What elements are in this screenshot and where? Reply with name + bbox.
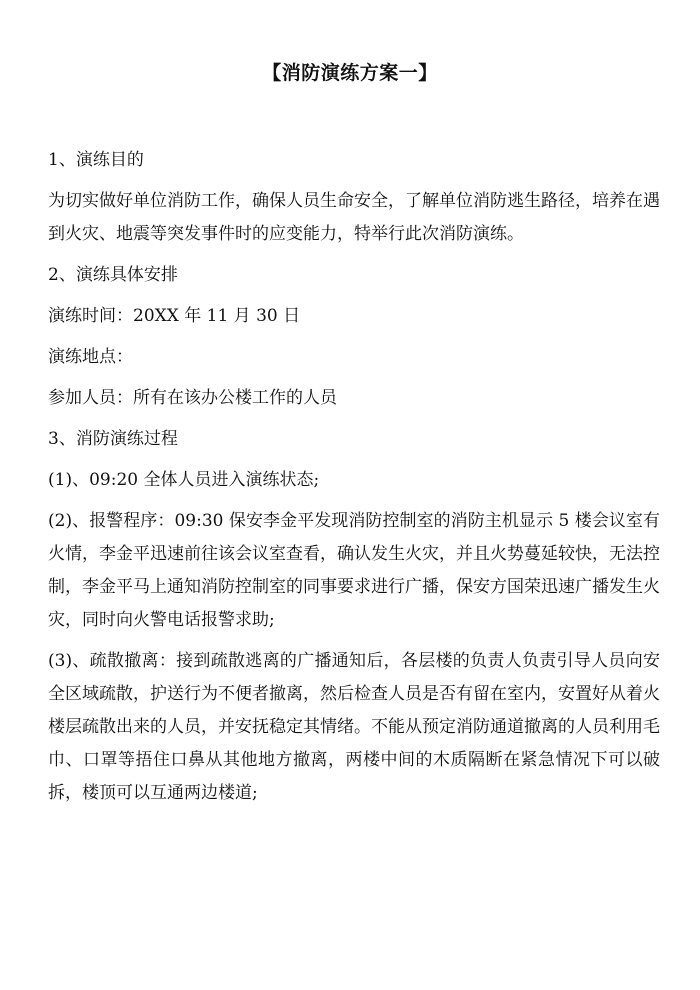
participants: 参加人员：所有在该办公楼工作的人员 xyxy=(48,388,337,408)
section-heading-process: 3、消防演练过程 xyxy=(48,429,178,449)
process-step-3: (3)、疏散撤离：接到疏散逃离的广播通知后，各层楼的负责人负责引导人员向安全区域疏散，护送行为不便者撤离，然后检查人员是否有留在室内，安置好从着火楼层疏散出来的人员，并安抚稳定其情绪。不能从预定消防通道撤离的人员利用毛巾、口罩等捂住口鼻从其他地方撤离，两楼中间的木质隔断在紧急情况下可以破拆，楼顶可以互通两边楼道; xyxy=(48,651,660,803)
document-body xyxy=(48,144,660,818)
drill-location: 演练地点： xyxy=(48,347,133,367)
drill-time: 演练时间：20XX 年 11 月 30 日 xyxy=(48,306,301,326)
section-heading-purpose: 1、演练目的 xyxy=(48,150,144,170)
page-title: 【消防演练方案一】 xyxy=(262,62,438,84)
process-step-1: (1)、09:20 全体人员进入演练状态; xyxy=(48,470,320,490)
paragraph-purpose: 为切实做好单位消防工作，确保人员生命安全，了解单位消防逃生路径，培养在遇到火灾、地震等突发事件时的应变能力，特举行此次消防演练。 xyxy=(48,191,660,244)
section-heading-arrangement: 2、演练具体安排 xyxy=(48,265,178,285)
process-step-2: (2)、报警程序：09:30 保安李金平发现消防控制室的消防主机显示 5 楼会议室有火情，李金平迅速前往该会议室查看，确认发生火灾，并且火势蔓延较快，无法控制，李金平马上通知消防控制室的同事要求进行广播，保安方国荣迅速广播发生火灾，同时向火警电话报警求助; xyxy=(48,511,660,630)
